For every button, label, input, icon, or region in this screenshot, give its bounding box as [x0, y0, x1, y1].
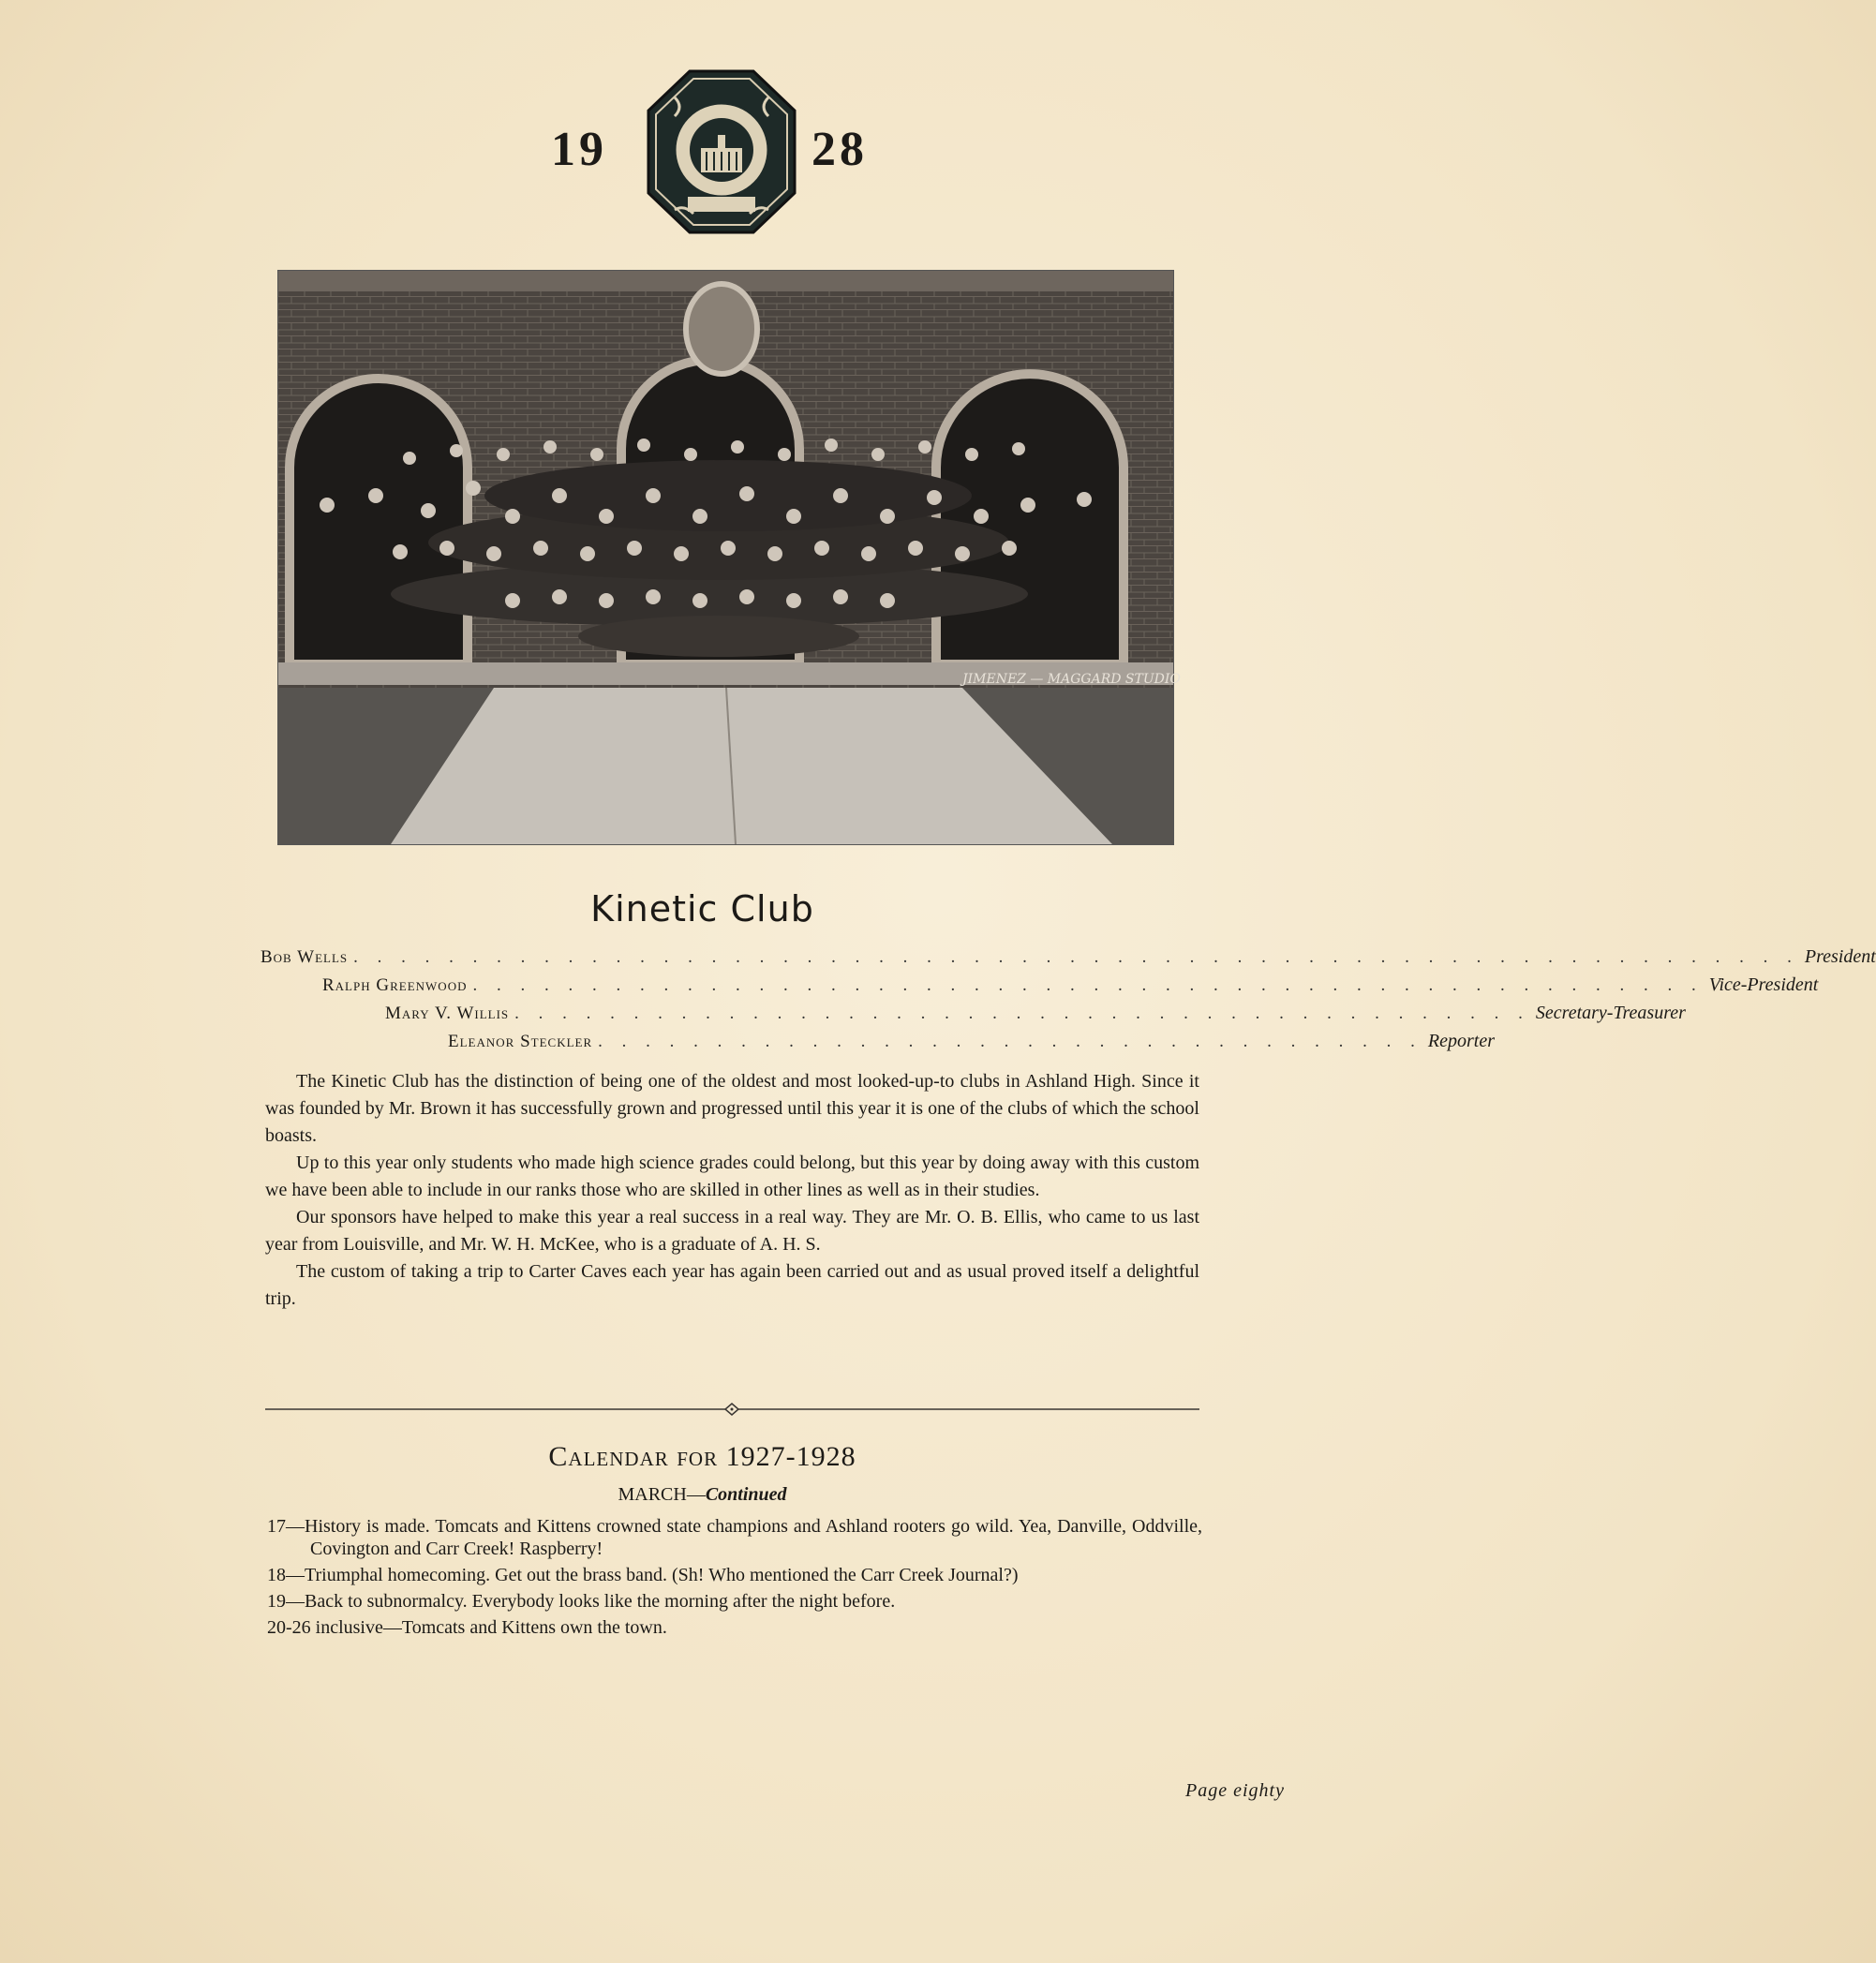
paragraph: The Kinetic Club has the distinction of being one of the oldest and most looked-up-to clubs in Ashland High. Since it was founded by Mr. Brown it has successfully grown and progressed until this year it is one of the clubs of which the school boasts.: [265, 1071, 1199, 1146]
calendar-entry: 19—Back to subnormalcy. Everybody looks like the morning after the night before.: [267, 1591, 896, 1612]
month-label: MARCH—: [618, 1484, 706, 1505]
officer-name: Bob Wells: [261, 947, 349, 967]
officer-name: Eleanor Steckler: [448, 1032, 593, 1051]
officer-role: President: [1804, 946, 1876, 967]
club-title: Kinetic Club: [590, 888, 814, 929]
leader-dots: . . . . . . . . . . . . . . . . . . . . . . . . . . . . . . . . . . . . . . . . . . . . . . . . . . . .: [472, 975, 1704, 995]
officer-name: Mary V. Willis: [385, 1004, 510, 1023]
page-number: Page eighty: [1185, 1780, 1285, 1801]
officer-role: Secretary-Treasurer: [1535, 1003, 1686, 1023]
club-description: [265, 1068, 1199, 1313]
school-seal-emblem: [647, 69, 797, 234]
officer-row-1: [261, 946, 1876, 968]
calendar-entry: 18—Triumphal homecoming. Get out the brass band. (Sh! Who mentioned the Carr Creek Journal?): [267, 1565, 1019, 1585]
leader-dots: . . . . . . . . . . . . . . . . . . . . . . . . . . . . . . . . . . . . . . . . . . . . . . . . . . . . . . . . . . . . .: [353, 947, 1799, 967]
calendar-entry: 20-26 inclusive—Tomcats and Kittens own the town.: [267, 1617, 667, 1638]
paragraph: Our sponsors have helped to make this year a real success in a real way. They are Mr. O. B. Ellis, who came to us last year from Louisville, and Mr. W. H. McKee, who is a graduate of A. H. S.: [265, 1207, 1199, 1255]
paragraph: The custom of taking a trip to Carter Caves each year has again been carried out and as usual proved itself a delightful trip.: [265, 1261, 1199, 1309]
officer-role: Vice-President: [1708, 974, 1819, 995]
officer-row-2: [322, 974, 1819, 996]
photo-credit: JIMENEZ — MAGGARD STUDIO: [962, 672, 1181, 687]
calendar-entries: [267, 1515, 1202, 1643]
group-photo: [277, 270, 1181, 845]
calendar-entry: 17—History is made. Tomcats and Kittens crowned state champions and Ashland rooters go wild. Yea, Danville, Oddville, Covington and Carr Creek! Raspberry!: [267, 1516, 1202, 1559]
officer-row-4: [448, 1031, 1495, 1052]
officer-row-3: [385, 1003, 1686, 1024]
officer-name: Ralph Greenwood: [322, 975, 468, 995]
year-left: 19: [551, 123, 607, 176]
year-right: 28: [811, 123, 868, 176]
leader-dots: . . . . . . . . . . . . . . . . . . . . . . . . . . . . . . . . . . . . . . . . . . .: [514, 1004, 1530, 1023]
continued-label: Continued: [705, 1484, 787, 1505]
leader-dots: . . . . . . . . . . . . . . . . . . . . . . . . . . . . . . . . . . .: [598, 1032, 1422, 1051]
calendar-month: [0, 1484, 1405, 1506]
section-divider: [265, 1404, 1199, 1415]
calendar-title: Calendar for 1927-1928: [548, 1441, 856, 1472]
paragraph: Up to this year only students who made high science grades could belong, but this year by doing away with this custom we have been able to include in our ranks those who are skilled in other lines as well as in their studies.: [265, 1153, 1199, 1200]
officer-role: Reporter: [1427, 1031, 1495, 1051]
